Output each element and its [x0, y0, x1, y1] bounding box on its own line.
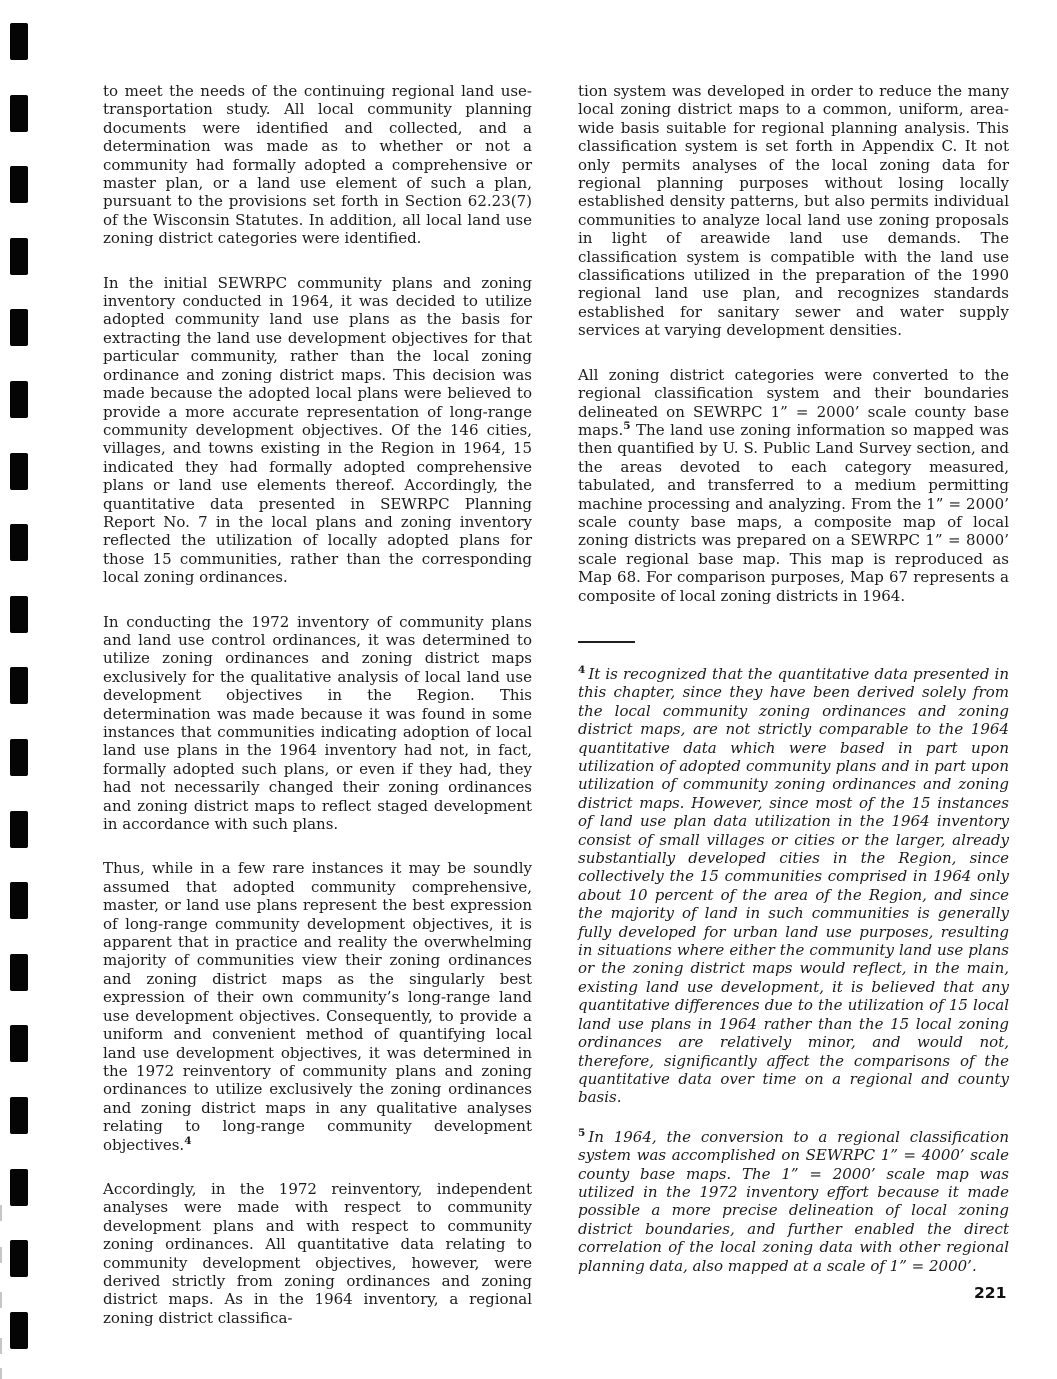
binding-mark [10, 596, 28, 633]
binding-mark [10, 1312, 28, 1349]
footnote-text: It is recognized that the quantitative data presented in this chapter, since they have been derived solely from the local community zoning ordinances and zoning district maps, are not strictly comparable to the 1964 quantitative data which were based in part upon utilization of adopted community plans and in part upon utilization of community zoning ordinances and zoning district maps. However, since most of the 15 instances of land use plan data utilization in the 1964 inventory consist of small villages or cities or the larger, already substantially developed cities in the Region, since collectively the 15 communities comprised in 1964 only about 10 percent of the area of the Region, and since the majority of land in such communities is generally fully developed for urban land use purposes, resulting in situations where either the community land use plans or the zoning district maps would reflect, in the main, existing land use development, it is believed that any quantitative differences due to the utilization of 15 local land use plans in 1964 rather than the 15 local zoning ordinances are relatively minor, and would not, therefore, significantly affect the comparisons of the quantitative data over time on a regional and county basis. [578, 664, 1009, 1107]
binding-mark [10, 309, 28, 346]
binding-mark [10, 811, 28, 848]
footnote-reference-4: 4 [184, 1134, 192, 1147]
paragraph [103, 613, 532, 834]
footnote-4 [578, 665, 1009, 1107]
paragraph [103, 1180, 532, 1327]
binding-mark [10, 1169, 28, 1206]
binding-mark [10, 1097, 28, 1134]
page-edge-tick [0, 1205, 2, 1221]
binding-mark [10, 1025, 28, 1062]
page-edge-tick [0, 1368, 2, 1379]
binding-mark [10, 667, 28, 704]
footnote-5 [578, 1128, 1009, 1275]
footnote-marker-4: 4 [578, 663, 586, 676]
binding-mark [10, 524, 28, 561]
page-edge-tick [0, 1292, 2, 1308]
paragraph-text: In conducting the 1972 inventory of community plans and land use control ordinances, it was determined to utilize zoning ordinances and zoning district maps exclusively for the qualitative analysis of local land use development objectives in the Region. This determination was made because it was found in some instances that communities indicating adoption of local land use plans in the 1964 inventory had not, in fact, formally adopted such plans, or even if they had, they had not necessarily changed their zoning ordinances and zoning district maps to reflect staged development in accordance with such plans. [103, 612, 532, 834]
right-column [578, 82, 1009, 1296]
binding-mark [10, 1240, 28, 1277]
binding-mark [10, 381, 28, 418]
paragraph-text: All zoning district categories were converted to the regional classification system and their boundaries delineated on SEWRPC 1” = 2000’ scale county base maps. [578, 365, 1009, 439]
paragraph-text: Accordingly, in the 1972 reinventory, independent analyses were made with respect to community development plans and with respect to community zoning ordinances. All quantitative data relating to community development objectives, however, were derived strictly from zoning ordinances and zoning district maps. As in the 1964 inventory, a regional zoning district classifica- [103, 1179, 532, 1327]
binding-mark [10, 166, 28, 203]
paragraph [578, 366, 1009, 605]
paragraph [103, 82, 532, 248]
paragraph-text: The land use zoning information so mapped was then quantified by U. S. Public Land Survey section, and the areas devoted to each category measured, tabulated, and transferred to a medium permitting machine processing and analyzing. From the 1” = 2000’ scale county base maps, a composite map of local zoning districts was prepared on a SEWRPC 1” = 8000’ scale regional base map. This map is reproduced as Map 68. For comparison purposes, Map 67 represents a composite of local zoning districts in 1964. [578, 420, 1009, 605]
footnote-marker-5: 5 [578, 1126, 586, 1139]
binding-mark [10, 453, 28, 490]
binding-mark [10, 954, 28, 991]
binding-mark [10, 95, 28, 132]
binding-mark [10, 739, 28, 776]
binding-mark [10, 882, 28, 919]
left-column [103, 82, 532, 1353]
paragraph [103, 859, 532, 1154]
binding-mark [10, 23, 28, 60]
paragraph-text: to meet the needs of the continuing regional land use-transportation study. All local community planning documents were identified and collected, and a determination was made as to whether or not a community had formally adopted a comprehensive or master plan, or a land use element of such a plan, pursuant to the provisions set forth in Section 62.23(7) of the Wisconsin Statutes. In addition, all local land use zoning district categories were identified. [103, 82, 532, 248]
paragraph [103, 274, 532, 587]
footnote-reference-5: 5 [623, 419, 631, 432]
footnote-separator [578, 641, 635, 643]
paragraph-text: tion system was developed in order to reduce the many local zoning district maps to a common, uniform, area-wide basis suitable for regional planning analysis. This classification system is set forth in Appendix C. It not only permits analyses of the local zoning data for regional planning purposes without losing locally established density patterns, but also permits individual communities to analyze local land use zoning proposals in light of areawide land use demands. The classification system is compatible with the land use classifications utilized in the preparation of the 1990 regional land use plan, and recognizes standards established for sanitary sewer and water supply services at varying development densities. [578, 82, 1009, 340]
page-number: 221 [974, 1284, 1007, 1302]
paragraph-text: In the initial SEWRPC community plans and zoning inventory conducted in 1964, it was decided to utilize adopted community land use plans as the basis for extracting the land use development objectives for that particular community, rather than the local zoning ordinance and zoning district maps. This decision was made because the adopted local plans were believed to provide a more accurate representation of long-range community development objectives. Of the 146 cities, villages, and towns existing in the Region in 1964, 15 indicated they had formally adopted comprehensive plans or land use elements thereof. Accordingly, the quantitative data presented in SEWRPC Planning Report No. 7 in the local plans and zoning inventory reflected the utilization of locally adopted plans for those 15 communities, rather than the corresponding local zoning ordinances. [103, 273, 532, 587]
paragraph [578, 82, 1009, 340]
page-edge-tick [0, 1247, 2, 1263]
binding-mark [10, 238, 28, 275]
paragraph-text: Thus, while in a few rare instances it may be soundly assumed that adopted community comprehensive, master, or land use plans represent the best expression of long-range community development objectives, it is apparent that in practice and reality the overwhelming majority of communities view their zoning ordinances and zoning district maps as the singularly best expression of their own community’s long-range land use development objectives. Consequently, to provide a uniform and convenient method of quantifying local land use development objectives, it was determined in the 1972 reinventory of community plans and zoning ordinances to utilize exclusively the zoning ordinances and zoning district maps in any qualitative analyses relating to long-range community development objectives. [103, 859, 532, 1154]
footnote-text: In 1964, the conversion to a regional classification system was accomplished on SEWRPC 1” = 4000’ scale county base maps. The 1” = 2000’ scale map was utilized in the 1972 inventory effort because it made possible a more precise delineation of local zoning district boundaries, and further enabled the direct correlation of the local zoning data with other regional planning data, also mapped at a scale of 1” = 2000’. [578, 1127, 1009, 1275]
page-edge-tick [0, 1338, 2, 1354]
